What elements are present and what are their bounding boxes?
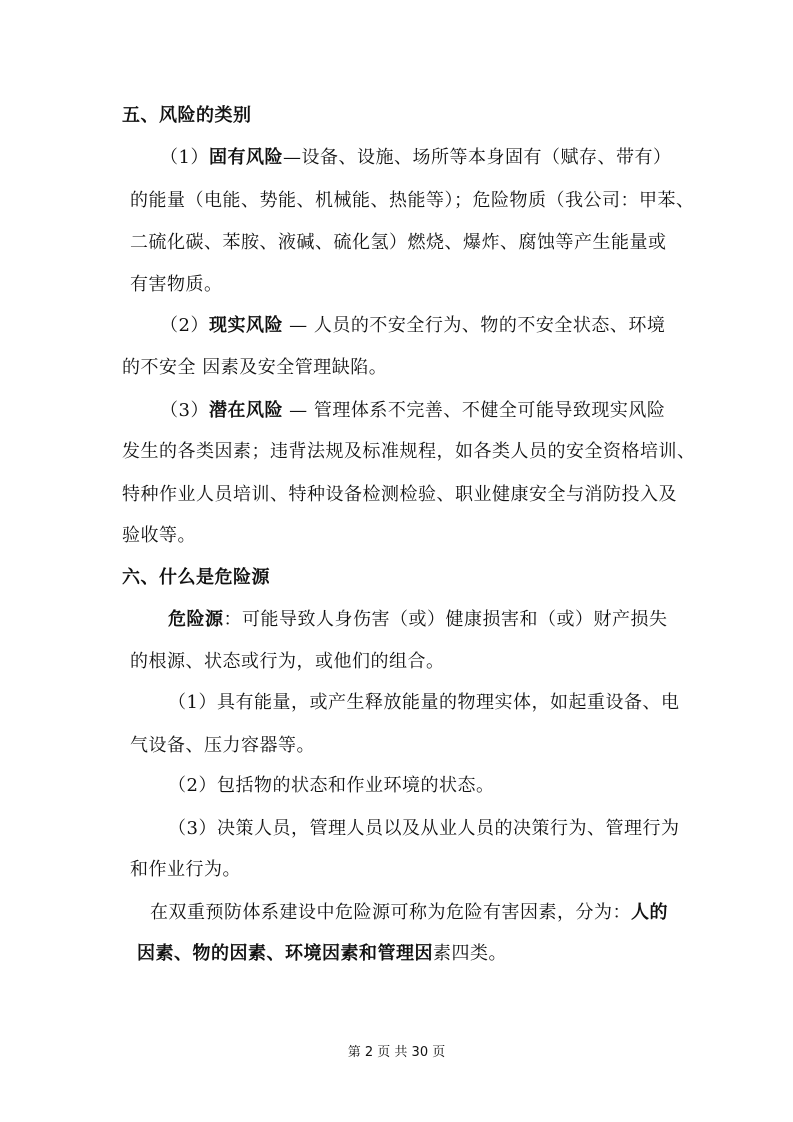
- hazard-definition-line-2: 的根源、状态或行为，或他们的组合。: [130, 651, 445, 672]
- item-text: — 管理体系不完善、不健全可能导致现实风险: [282, 400, 666, 421]
- hazard-point-2-line-1: （2）包括物的状态和作业环境的状态。: [168, 775, 495, 796]
- page-number-footer: 第 2 页 共 30 页: [347, 1045, 446, 1060]
- item-number: （1）: [160, 147, 209, 168]
- item-text: —设备、设施、场所等本身固有（赋存、带有）: [282, 147, 672, 168]
- hazard-point-1-line-2: 气设备、压力容器等。: [130, 735, 315, 756]
- item-number: （2）: [160, 315, 209, 336]
- risk-item-2-line-1: [160, 314, 665, 338]
- term-potential-risk: 潜在风险: [208, 400, 283, 421]
- summary-line-1: [150, 901, 668, 925]
- section-6-heading: 六、什么是危险源: [122, 567, 270, 588]
- risk-item-1-line-2: 的能量（电能、势能、机械能、热能等）；危险物质（我公司：甲苯、: [130, 190, 695, 211]
- hazard-point-3-line-2: 和作业行为。: [130, 859, 241, 880]
- risk-item-1-line-3: 二硫化碳、苯胺、液碱、硫化氢）燃烧、爆炸、腐蚀等产生能量或: [130, 232, 667, 253]
- hazard-point-3-line-1: （3）决策人员，管理人员以及从业人员的决策行为、管理行为: [168, 818, 680, 839]
- term-inherent-risk: 固有风险: [208, 147, 283, 168]
- term-actual-risk: 现实风险: [208, 315, 283, 336]
- summary-line-2: [137, 942, 507, 966]
- term-hazard-source: 危险源: [168, 609, 224, 630]
- hazard-point-1-line-1: （1）具有能量，或产生释放能量的物理实体，如起重设备、电: [168, 692, 680, 713]
- item-number: （3）: [160, 400, 209, 421]
- definition-text: ：可能导致人身伤害（或）健康损害和（或）财产损失: [223, 609, 668, 630]
- risk-item-3-line-4: 验收等。: [122, 525, 196, 546]
- risk-item-3-line-2: 发生的各类因素；违背法规及标准规程，如各类人员的安全资格培训、: [122, 441, 696, 462]
- summary-text: 素四类。: [433, 943, 507, 964]
- item-text: — 人员的不安全行为、物的不安全状态、环境: [282, 315, 666, 336]
- risk-item-1-line-4: 有害物质。: [130, 274, 223, 295]
- summary-text: 在双重预防体系建设中危险源可称为危险有害因素，分为：: [150, 902, 631, 923]
- risk-item-2-line-2: 的不安全 因素及安全管理缺陷。: [122, 357, 388, 378]
- risk-item-1-line-1: [160, 146, 671, 170]
- summary-emphasis: 人的: [631, 902, 668, 923]
- section-5-heading: 五、风险的类别: [122, 105, 252, 126]
- hazard-definition-line-1: [168, 608, 668, 632]
- summary-emphasis: 因素、物的因素、环境因素和管理因: [137, 943, 433, 964]
- risk-item-3-line-3: 特种作业人员培训、特种设备检测检验、职业健康安全与消防投入及: [122, 484, 677, 505]
- risk-item-3-line-1: [160, 399, 665, 423]
